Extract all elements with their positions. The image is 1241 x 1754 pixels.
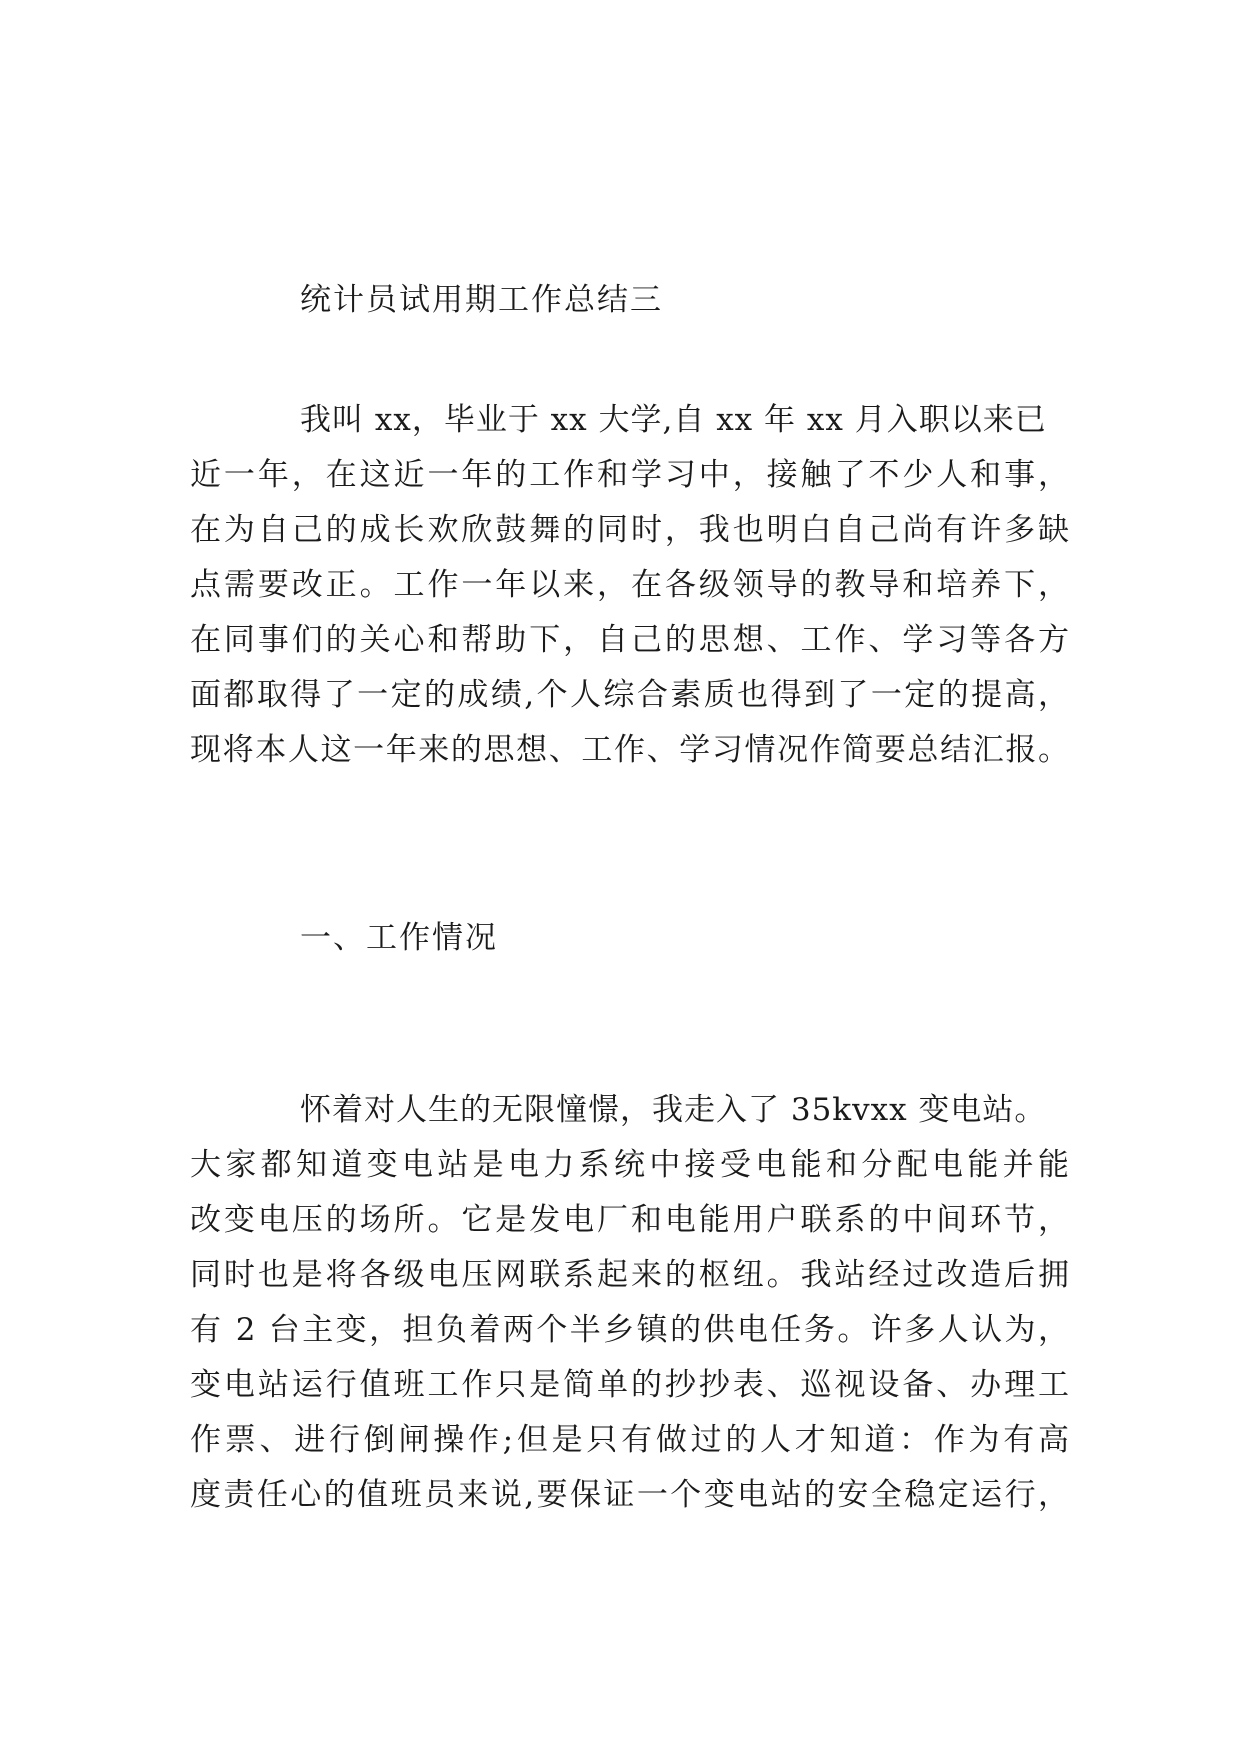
intro-line: 在同事们的关心和帮助下，自己的思想、工作、学习等各方 [190, 622, 1070, 658]
section-heading: 一、工作情况 [300, 920, 498, 956]
intro-line: 面都取得了一定的成绩,个人综合素质也得到了一定的提高， [190, 677, 1070, 713]
work-line: 怀着对人生的无限憧憬，我走入了 35kvxx 变电站。 [300, 1092, 1047, 1128]
intro-line: 现将本人这一年来的思想、工作、学习情况作简要总结汇报。 [190, 732, 1070, 768]
intro-line: 点需要改正。工作一年以来，在各级领导的教导和培养下， [190, 567, 1070, 603]
intro-paragraph [190, 393, 1070, 778]
work-paragraph [190, 1083, 1070, 1523]
work-line: 大家都知道变电站是电力系统中接受电能和分配电能并能 [190, 1147, 1070, 1183]
intro-line: 在为自己的成长欢欣鼓舞的同时，我也明白自己尚有许多缺 [190, 512, 1070, 548]
work-line: 同时也是将各级电压网联系起来的枢纽。我站经过改造后拥 [190, 1257, 1070, 1293]
work-line: 度责任心的值班员来说,要保证一个变电站的安全稳定运行， [190, 1477, 1070, 1513]
work-line: 有 2 台主变，担负着两个半乡镇的供电任务。许多人认为， [190, 1312, 1070, 1348]
intro-line: 近一年，在这近一年的工作和学习中，接触了不少人和事， [190, 457, 1070, 493]
work-line: 改变电压的场所。它是发电厂和电能用户联系的中间环节， [190, 1202, 1070, 1238]
document-title: 统计员试用期工作总结三 [300, 282, 663, 318]
intro-line: 我叫 xx，毕业于 xx 大学,自 xx 年 xx 月入职以来已 [300, 402, 1047, 438]
work-line: 作票、进行倒闸操作;但是只有做过的人才知道：作为有高 [190, 1422, 1070, 1458]
work-line: 变电站运行值班工作只是简单的抄抄表、巡视设备、办理工 [190, 1367, 1070, 1403]
